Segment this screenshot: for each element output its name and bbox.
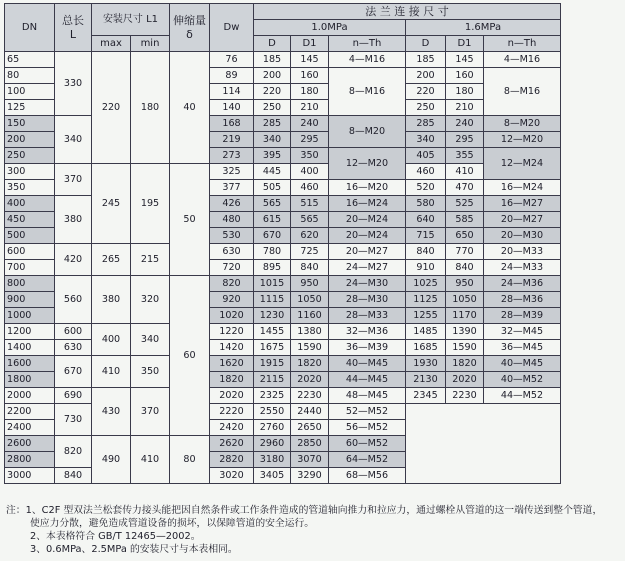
cell-nth-1-0: 56—M52 [329,420,406,436]
header-nth-1-0: n—Th [329,36,406,52]
cell-total-length: 840 [55,468,92,484]
cell-dw: 273 [210,148,254,164]
cell-nth-1-0: 68—M56 [329,468,406,484]
cell-total-length: 330 [55,52,92,116]
table-row [5,276,561,292]
cell-d1-1-6: 585 [446,212,484,228]
cell-d1-1-0: 210 [291,100,329,116]
cell-d1-1-6: 1050 [446,292,484,308]
cell-nth-1-0: 20—M24 [329,228,406,244]
cell-d1-1-0: 3070 [291,452,329,468]
cell-nth-1-6: 44—M52 [484,388,561,404]
header-row [5,4,561,20]
cell-nth-1-0: 8—M20 [329,116,406,148]
cell-d1-1-6: 145 [446,52,484,68]
cell-d1-1-6: 2020 [446,372,484,388]
cell-d1-1-0: 3290 [291,468,329,484]
cell-d1-1-0: 1590 [291,340,329,356]
cell-d1-1-6: 2230 [446,388,484,404]
spec-table [4,3,561,484]
cell-d-1-0: 285 [254,116,291,132]
cell-d1-1-0: 1160 [291,308,329,324]
cell-nth-1-0: 44—M45 [329,372,406,388]
cell-d1-1-6: 770 [446,244,484,260]
cell-d-1-0: 445 [254,164,291,180]
cell-d-1-0: 3180 [254,452,291,468]
cell-d-1-6: 1125 [406,292,446,308]
cell-d-1-0: 615 [254,212,291,228]
header-min: min [131,36,170,52]
note-1-cont: 使应力分散，避免造成管道设备的损坏，以保障管道的安全运行。 [30,518,315,529]
cell-d1-1-6: 470 [446,180,484,196]
cell-max: 490 [92,436,131,484]
cell-dw: 1220 [210,324,254,340]
cell-d1-1-6: 240 [446,116,484,132]
cell-max: 220 [92,52,131,164]
cell-dw: 76 [210,52,254,68]
cell-dw: 920 [210,292,254,308]
cell-max: 265 [92,244,131,276]
cell-d-1-6: 185 [406,52,446,68]
cell-d1-1-6: 950 [446,276,484,292]
cell-nth-1-6: 32—M45 [484,324,561,340]
cell-d-1-0: 565 [254,196,291,212]
table-row [5,244,561,260]
cell-d-1-6: 460 [406,164,446,180]
cell-dw: 2020 [210,388,254,404]
header-compensation-line: δ [186,27,193,41]
cell-dn: 125 [5,100,55,116]
cell-nth-1-6: 40—M45 [484,356,561,372]
cell-d-1-6: 580 [406,196,446,212]
cell-nth-1-0: 36—M39 [329,340,406,356]
cell-nth-1-6: 4—M16 [484,52,561,68]
cell-compensation: 50 [170,164,210,276]
cell-d1-1-0: 950 [291,276,329,292]
cell-d1-1-6: 650 [446,228,484,244]
cell-d-1-0: 340 [254,132,291,148]
header-pressure-1-6: 1.6MPa [406,20,561,36]
cell-d-1-0: 1015 [254,276,291,292]
cell-d1-1-0: 240 [291,116,329,132]
cell-d-1-0: 3405 [254,468,291,484]
cell-min: 350 [131,356,170,388]
cell-compensation: 40 [170,52,210,164]
cell-dw: 480 [210,212,254,228]
cell-total-length: 340 [55,116,92,164]
cell-dn: 2400 [5,420,55,436]
cell-d1-1-6: 160 [446,68,484,84]
cell-dw: 2420 [210,420,254,436]
cell-nth-1-0: 24—M27 [329,260,406,276]
cell-d1-1-6: 1820 [446,356,484,372]
cell-dw: 114 [210,84,254,100]
cell-dw: 1620 [210,356,254,372]
cell-d-1-6: 2345 [406,388,446,404]
table-row [5,324,561,340]
cell-d-1-0: 1115 [254,292,291,308]
cell-d-1-0: 2760 [254,420,291,436]
cell-d1-1-6: 525 [446,196,484,212]
header-compensation-line: 伸缩量 [173,13,206,27]
cell-d1-1-0: 565 [291,212,329,228]
cell-d1-1-0: 2020 [291,372,329,388]
header-compensation [170,4,210,52]
cell-d1-1-0: 2440 [291,404,329,420]
cell-dn: 1000 [5,308,55,324]
cell-nth-1-0: 60—M52 [329,436,406,452]
cell-d-1-0: 1455 [254,324,291,340]
cell-d-1-0: 2325 [254,388,291,404]
cell-nth-1-0: 48—M45 [329,388,406,404]
cell-dw: 377 [210,180,254,196]
cell-d-1-6: 220 [406,84,446,100]
cell-dw: 1820 [210,372,254,388]
cell-d-1-6: 1685 [406,340,446,356]
cell-dn: 3000 [5,468,55,484]
cell-d-1-0: 200 [254,68,291,84]
cell-d1-1-0: 2650 [291,420,329,436]
cell-d1-1-0: 620 [291,228,329,244]
cell-nth-1-0: 64—M52 [329,452,406,468]
table-row [5,116,561,132]
cell-total-length: 380 [55,196,92,244]
cell-dw: 3020 [210,468,254,484]
cell-min: 410 [131,436,170,484]
cell-empty-1-6 [406,404,561,484]
cell-d-1-0: 2115 [254,372,291,388]
table-row [5,164,561,180]
cell-nth-1-6: 12—M24 [484,148,561,180]
header-nth-1-6: n—Th [484,36,561,52]
cell-d1-1-6: 410 [446,164,484,180]
table-row [5,404,561,420]
cell-compensation: 80 [170,436,210,484]
cell-d1-1-0: 460 [291,180,329,196]
cell-d-1-6: 640 [406,212,446,228]
note-2: 2、本表格符合 GB/T 12465—2002。 [30,531,201,542]
cell-d1-1-0: 1820 [291,356,329,372]
cell-dn: 450 [5,212,55,228]
header-d-1-0: D [254,36,291,52]
cell-d-1-0: 250 [254,100,291,116]
cell-nth-1-0: 28—M33 [329,308,406,324]
cell-max: 380 [92,276,131,324]
cell-dn: 2000 [5,388,55,404]
cell-min: 195 [131,164,170,244]
cell-d-1-0: 670 [254,228,291,244]
table-row [5,340,561,356]
cell-total-length: 730 [55,404,92,436]
cell-d-1-6: 250 [406,100,446,116]
header-max: max [92,36,131,52]
cell-min: 370 [131,388,170,436]
cell-nth-1-6: 28—M39 [484,308,561,324]
cell-nth-1-0: 32—M36 [329,324,406,340]
cell-d-1-0: 2550 [254,404,291,420]
cell-dw: 219 [210,132,254,148]
cell-d-1-6: 340 [406,132,446,148]
cell-d1-1-0: 2850 [291,436,329,452]
cell-nth-1-6: 24—M33 [484,260,561,276]
cell-d-1-0: 505 [254,180,291,196]
cell-d-1-0: 185 [254,52,291,68]
cell-min: 320 [131,276,170,324]
cell-d1-1-0: 515 [291,196,329,212]
table-row [5,388,561,404]
cell-dw: 530 [210,228,254,244]
cell-dw: 820 [210,276,254,292]
cell-d-1-0: 1675 [254,340,291,356]
cell-d-1-0: 895 [254,260,291,276]
cell-d-1-6: 1930 [406,356,446,372]
cell-nth-1-0: 20—M27 [329,244,406,260]
header-d1-1-0: D1 [291,36,329,52]
cell-max: 410 [92,356,131,388]
cell-dn: 1600 [5,356,55,372]
cell-nth-1-0: 16—M20 [329,180,406,196]
cell-d1-1-0: 160 [291,68,329,84]
cell-d1-1-6: 180 [446,84,484,100]
note-3: 3、0.6MPa、2.5MPa 的安装尺寸与本表相同。 [30,544,238,555]
cell-dw: 720 [210,260,254,276]
cell-d1-1-0: 725 [291,244,329,260]
header-dw: Dw [210,4,254,52]
cell-nth-1-6: 20—M30 [484,228,561,244]
cell-d-1-0: 1915 [254,356,291,372]
cell-d1-1-0: 145 [291,52,329,68]
cell-total-length: 630 [55,340,92,356]
cell-nth-1-0: 8—M16 [329,68,406,116]
cell-dn: 1200 [5,324,55,340]
cell-total-length: 370 [55,164,92,196]
cell-nth-1-6: 16—M24 [484,180,561,196]
cell-dn: 350 [5,180,55,196]
cell-d1-1-6: 355 [446,148,484,164]
cell-dw: 89 [210,68,254,84]
cell-dn: 900 [5,292,55,308]
cell-d-1-6: 715 [406,228,446,244]
cell-dn: 65 [5,52,55,68]
cell-d-1-6: 840 [406,244,446,260]
cell-d-1-0: 1230 [254,308,291,324]
header-d1-1-6: D1 [446,36,484,52]
cell-d-1-0: 780 [254,244,291,260]
cell-dn: 1400 [5,340,55,356]
cell-dn: 80 [5,68,55,84]
cell-dn: 250 [5,148,55,164]
cell-dw: 325 [210,164,254,180]
cell-nth-1-0: 20—M24 [329,212,406,228]
cell-dn: 1800 [5,372,55,388]
cell-dw: 2220 [210,404,254,420]
cell-min: 215 [131,244,170,276]
table-row [5,52,561,68]
cell-nth-1-0: 24—M30 [329,276,406,292]
cell-total-length: 820 [55,436,92,468]
cell-d-1-0: 220 [254,84,291,100]
cell-d-1-0: 2960 [254,436,291,452]
cell-dw: 2820 [210,452,254,468]
cell-dn: 2200 [5,404,55,420]
cell-d-1-6: 910 [406,260,446,276]
cell-dn: 2800 [5,452,55,468]
cell-d-1-6: 285 [406,116,446,132]
table-row [5,356,561,372]
cell-d1-1-0: 295 [291,132,329,148]
cell-nth-1-6: 20—M27 [484,212,561,228]
cell-total-length: 420 [55,244,92,276]
cell-d-1-6: 405 [406,148,446,164]
cell-d1-1-0: 840 [291,260,329,276]
cell-dn: 500 [5,228,55,244]
header-total-length [55,4,92,52]
cell-min: 340 [131,324,170,356]
header-install-size: 安装尺寸 L1 [92,4,170,36]
cell-nth-1-0: 52—M52 [329,404,406,420]
cell-d1-1-6: 295 [446,132,484,148]
cell-nth-1-0: 28—M30 [329,292,406,308]
notes [6,504,618,556]
cell-d1-1-0: 180 [291,84,329,100]
table-row [5,196,561,212]
cell-d-1-6: 520 [406,180,446,196]
cell-min: 180 [131,52,170,164]
cell-nth-1-0: 16—M24 [329,196,406,212]
cell-dn: 700 [5,260,55,276]
cell-dw: 168 [210,116,254,132]
cell-d-1-6: 200 [406,68,446,84]
cell-dn: 800 [5,276,55,292]
cell-d1-1-0: 2230 [291,388,329,404]
header-total-length-line: L [69,27,77,41]
header-flange-title: 法 兰 连 接 尺 寸 [254,4,561,20]
cell-total-length: 670 [55,356,92,388]
cell-nth-1-6: 28—M36 [484,292,561,308]
cell-nth-1-6: 20—M33 [484,244,561,260]
cell-dw: 140 [210,100,254,116]
header-dn: DN [5,4,55,52]
cell-total-length: 690 [55,388,92,404]
cell-d1-1-0: 350 [291,148,329,164]
cell-nth-1-0: 4—M16 [329,52,406,68]
cell-dn: 100 [5,84,55,100]
cell-nth-1-6: 24—M36 [484,276,561,292]
cell-dn: 300 [5,164,55,180]
cell-dw: 2620 [210,436,254,452]
cell-d1-1-6: 840 [446,260,484,276]
cell-d-1-6: 1025 [406,276,446,292]
note-1: 注：1、C2F 型双法兰松套传力接头能把因自然条件或工作条件造成的管道轴向推力和拉应力，通过螺栓从管道的这一端传送到整个管道， [6,505,603,516]
cell-nth-1-0: 12—M20 [329,148,406,180]
cell-nth-1-6: 40—M52 [484,372,561,388]
cell-d1-1-6: 1390 [446,324,484,340]
cell-d-1-0: 395 [254,148,291,164]
cell-dn: 600 [5,244,55,260]
cell-dn: 400 [5,196,55,212]
cell-d1-1-0: 1380 [291,324,329,340]
cell-dn: 2600 [5,436,55,452]
cell-nth-1-0: 40—M45 [329,356,406,372]
cell-dw: 426 [210,196,254,212]
cell-max: 400 [92,324,131,356]
header-d-1-6: D [406,36,446,52]
cell-max: 245 [92,164,131,244]
cell-total-length: 560 [55,276,92,324]
cell-total-length: 600 [55,324,92,340]
cell-d1-1-6: 1170 [446,308,484,324]
cell-d-1-6: 1255 [406,308,446,324]
cell-nth-1-6: 12—M20 [484,132,561,148]
cell-d-1-6: 1485 [406,324,446,340]
cell-d-1-6: 2130 [406,372,446,388]
cell-compensation: 60 [170,276,210,436]
cell-d1-1-6: 210 [446,100,484,116]
cell-max: 430 [92,388,131,436]
header-total-length-line: 总长 [62,13,84,27]
cell-dn: 150 [5,116,55,132]
cell-nth-1-6: 16—M27 [484,196,561,212]
header-pressure-1-0: 1.0MPa [254,20,406,36]
cell-dn: 200 [5,132,55,148]
cell-d1-1-0: 400 [291,164,329,180]
cell-nth-1-6: 8—M20 [484,116,561,132]
cell-d1-1-0: 1050 [291,292,329,308]
cell-d1-1-6: 1590 [446,340,484,356]
cell-dw: 1420 [210,340,254,356]
cell-nth-1-6: 8—M16 [484,68,561,116]
cell-dw: 630 [210,244,254,260]
cell-nth-1-6: 36—M45 [484,340,561,356]
cell-dw: 1020 [210,308,254,324]
